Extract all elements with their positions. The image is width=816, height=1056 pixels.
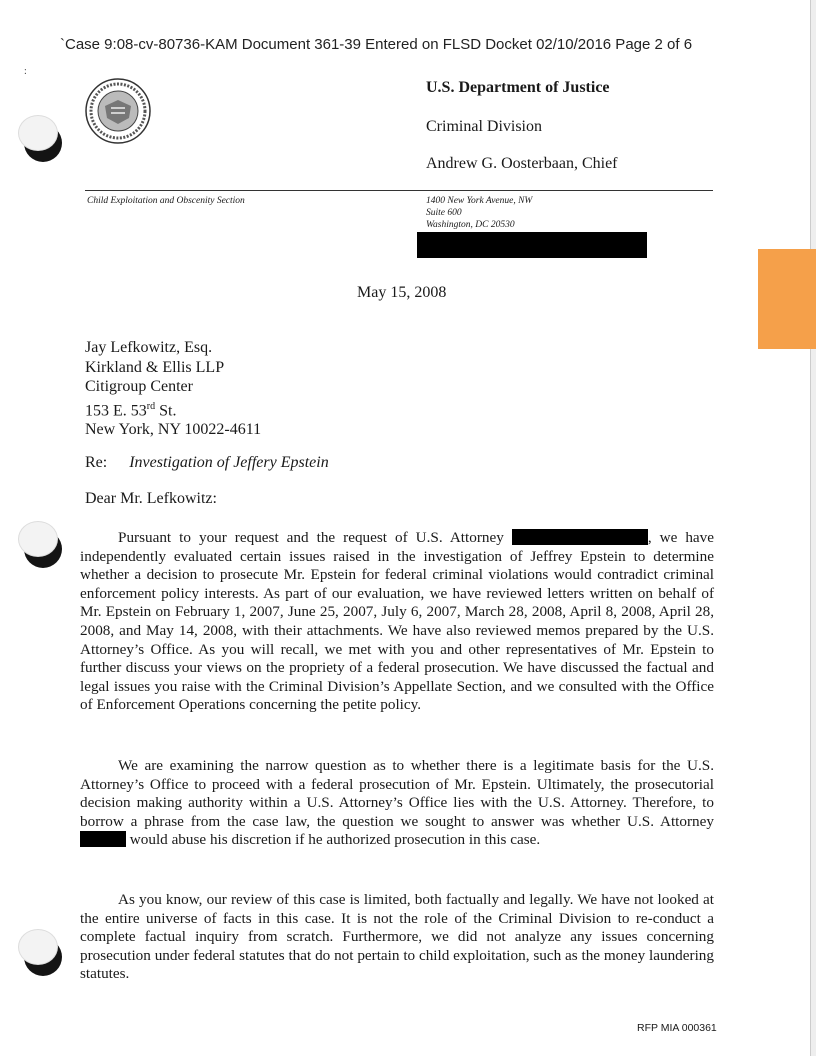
re-subject: Investigation of Jeffery Epstein (129, 454, 329, 471)
recipient-name: Jay Lefkowitz, Esq. (85, 339, 213, 356)
punch-hole (24, 938, 62, 976)
scan-speck: : (24, 66, 27, 77)
recipient-firm: Kirkland & Ellis LLP (85, 358, 225, 376)
address-line: Suite 600 (426, 208, 462, 218)
address-line: 1400 New York Avenue, NW (426, 196, 533, 206)
recipient-city: New York, NY 10022-4611 (85, 421, 262, 439)
address-line: Washington, DC 20530 (426, 220, 515, 230)
department-name: U.S. Department of Justice (426, 79, 610, 96)
division-name: Criminal Division (426, 118, 542, 135)
doj-seal-icon (85, 78, 151, 144)
punch-hole (24, 124, 62, 162)
court-filing-header: `Case 9:08-cv-80736-KAM Document 361-39 Entered on FLSD Docket 02/10/2016 Page 2 of 6 (60, 36, 693, 53)
body-paragraph-1: Pursuant to your request and the request of U.S. Attorney , we have independently evaluated certain issues raised in the investigation of Jeffrey Epstein to determine whether a decision to prosecute Mr. Epstein for federal criminal violations would contradict criminal enforcement policy interests. As part of our evaluation, we have reviewed letters written on behalf of Mr. Epstein on February 1, 2007, June 25, 2007, July 6, 2007, March 28, 2008, April 8, 2008, April 28, 2008, and May 14, 2008, with their attachments. We have also reviewed memos prepared by the U.S. Attorney’s Office. As you will recall, we met with you and other representatives of Mr. Epstein to further discuss your views on the propriety of a federal prosecution. We have discussed the factual and legal issues you raise with the Criminal Division’s Appellate Section, and we consulted with the Office of Enforcement Operations concerning the petite policy. (80, 529, 714, 714)
redaction-box (512, 529, 648, 545)
re-line (85, 454, 329, 472)
body-paragraph-3: As you know, our review of this case is limited, both factually and legally. We have not looked at the entire universe of facts in this case. It is not the role of the Criminal Division to re-conduct a complete factual inquiry from scratch. Furthermore, we did not analyze any issues concerning prosecution under federal statutes that do not pertain to child exploitation, such as the money laundering statutes. (80, 891, 714, 983)
recipient-street: 153 E. 53rd St. (85, 400, 177, 419)
recipient-address (85, 338, 261, 440)
re-label: Re: (85, 454, 108, 471)
page-edge (810, 0, 816, 1056)
bates-number: RFP MIA 000361 (637, 1022, 717, 1034)
exhibit-tab (758, 249, 816, 349)
division-chief: Andrew G. Oosterbaan, Chief (426, 155, 618, 172)
office-address (426, 195, 532, 231)
body-paragraph-2: We are examining the narrow question as to whether there is a legitimate basis for the U.S. Attorney’s Office to proceed with a federal prosecution of Mr. Epstein. Ultimately, the prosecutorial decision making authority within a U.S. Attorney’s Office lies with the U.S. Attorney. Therefore, to borrow a phrase from the case law, the question we sought to answer was whether U.S. Attorney would abuse his discretion if he authorized prosecution in this case. (80, 757, 714, 849)
letter-date: May 15, 2008 (357, 284, 447, 301)
punch-hole (24, 530, 62, 568)
redaction-box (417, 232, 647, 258)
letterhead-rule (85, 190, 713, 191)
salutation: Dear Mr. Lefkowitz: (85, 490, 217, 507)
redaction-box (80, 831, 126, 847)
recipient-building: Citigroup Center (85, 378, 193, 395)
section-name: Child Exploitation and Obscenity Section (87, 196, 245, 206)
